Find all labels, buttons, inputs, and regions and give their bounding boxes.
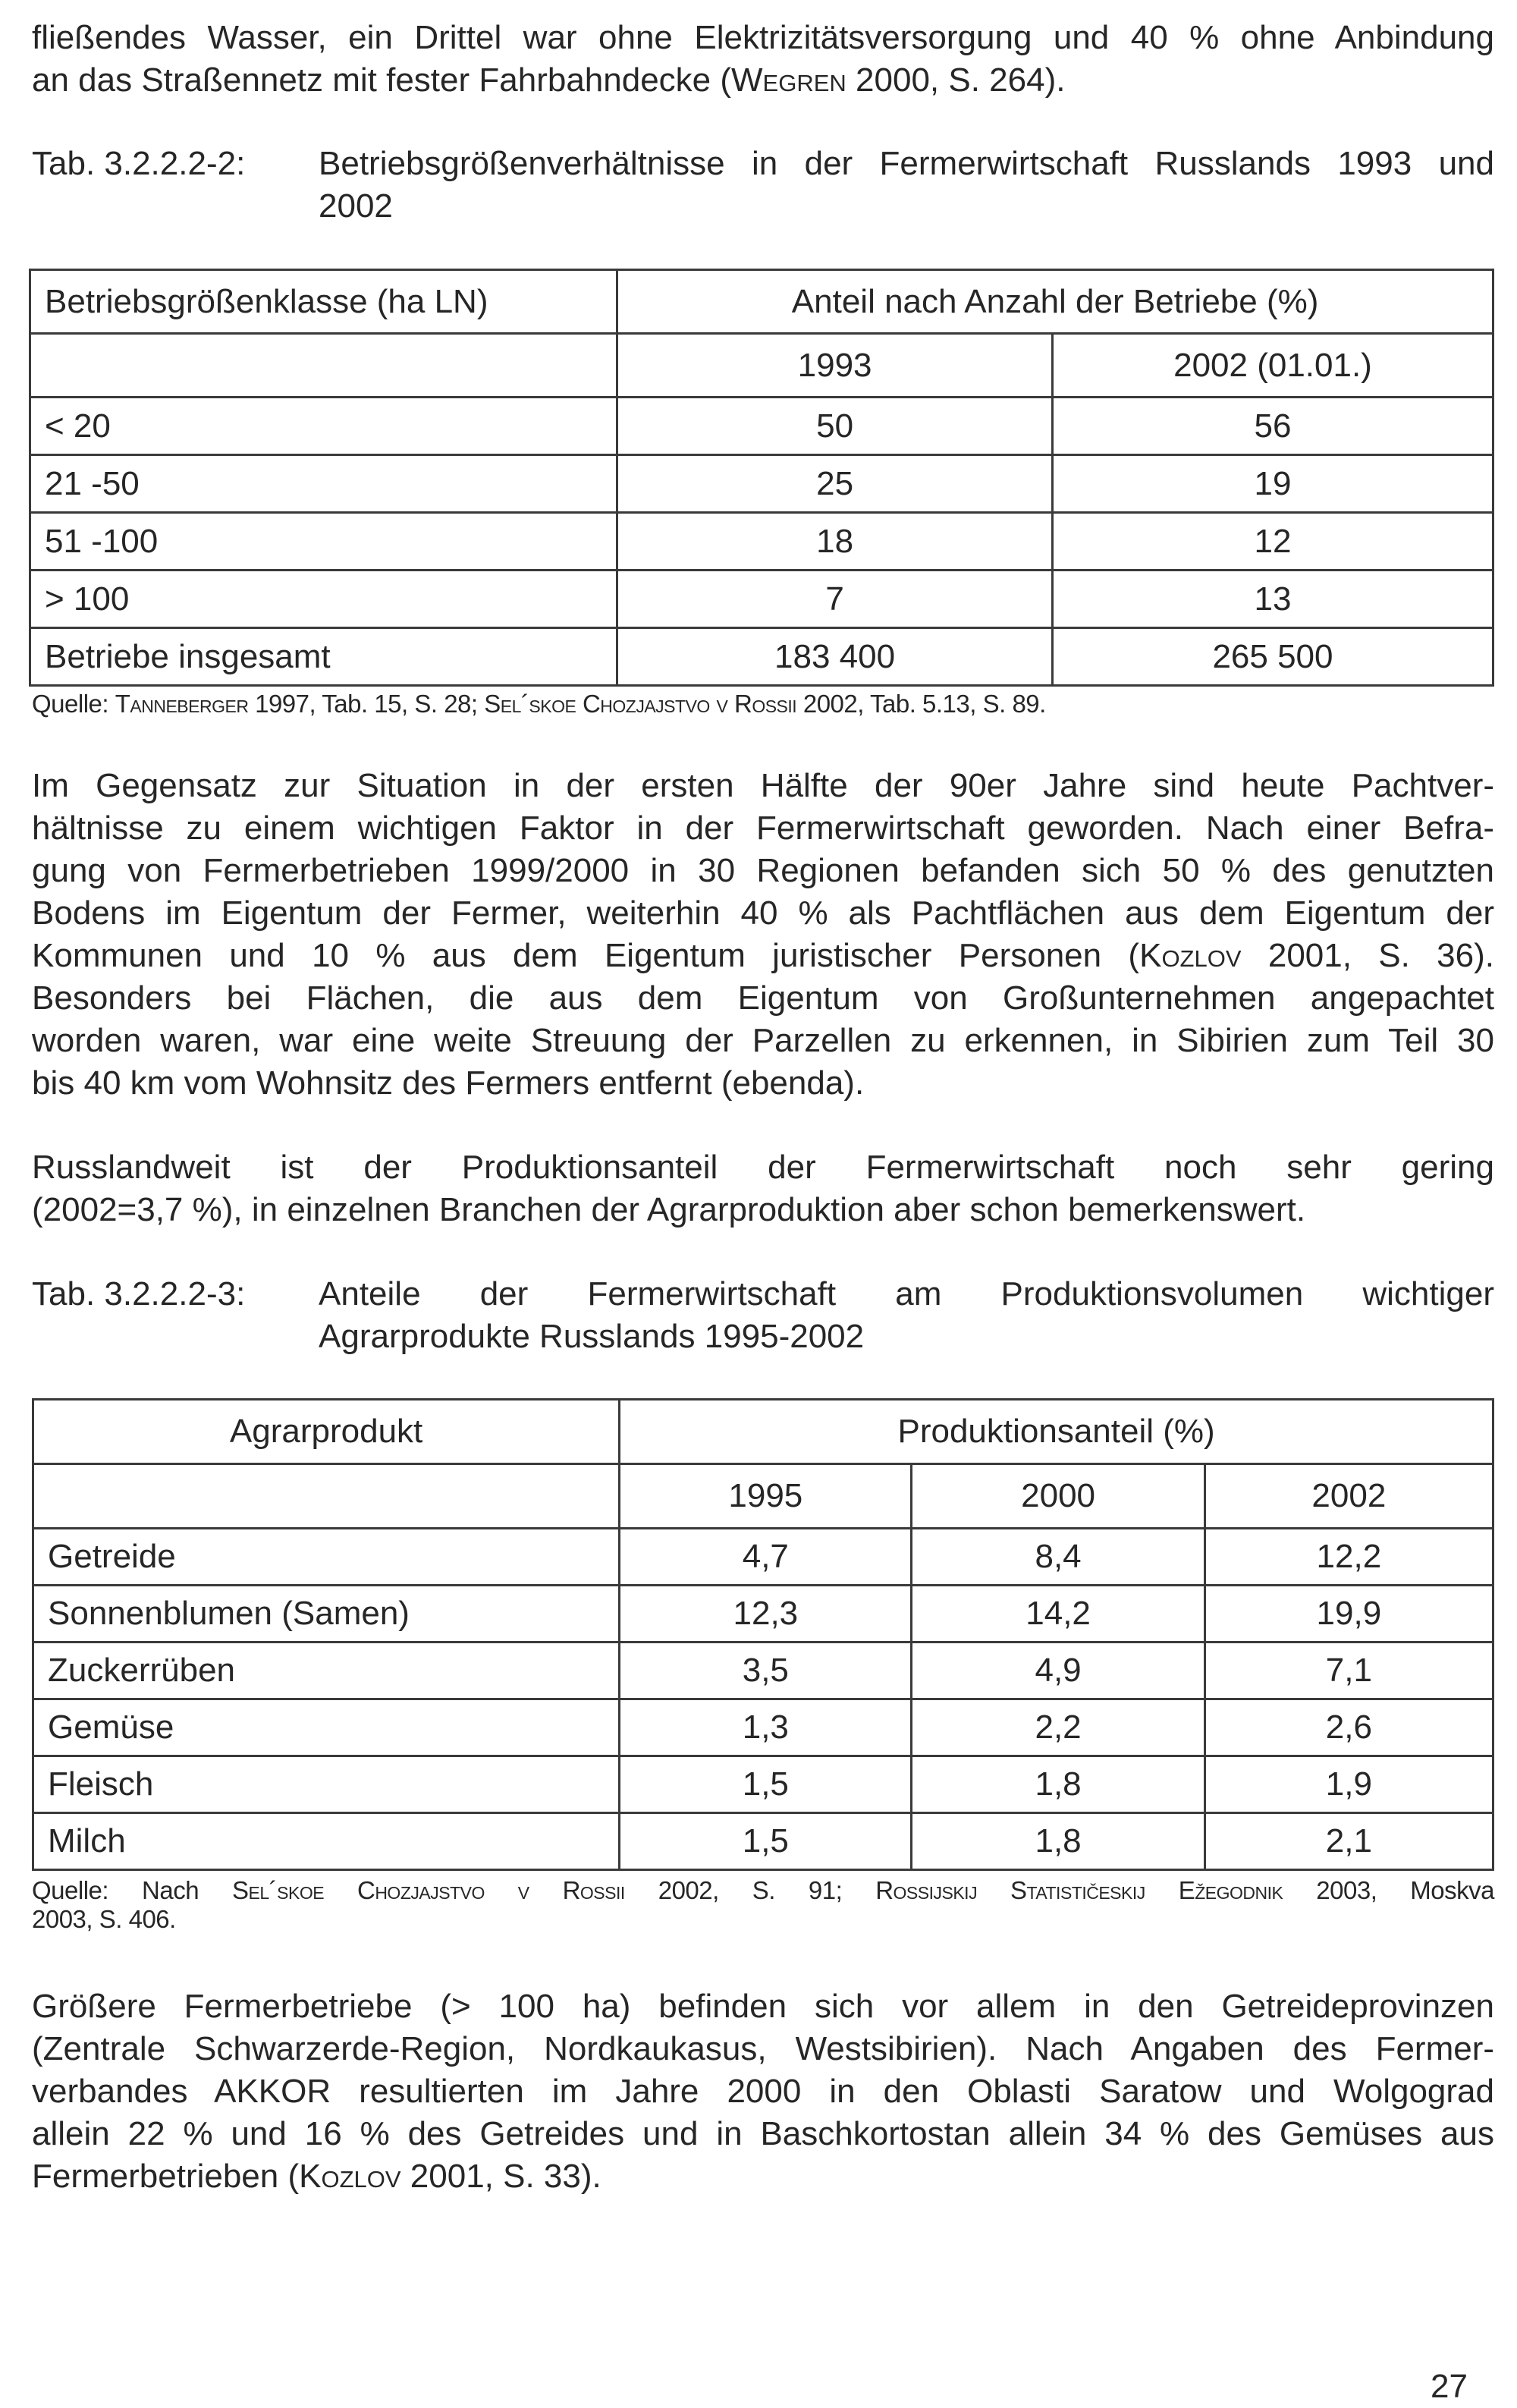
cell-value: 1,5 — [620, 1813, 912, 1870]
row-label: Sonnenblumen (Samen) — [33, 1586, 620, 1643]
table-row — [33, 1586, 1493, 1643]
source-author: Rossijskij Statističeskij Ežegodnik — [875, 1876, 1283, 1904]
cell-value: 1,8 — [912, 1813, 1204, 1870]
table-produktionsanteil — [32, 1398, 1494, 1871]
table-row — [30, 398, 1493, 455]
cell-value: 2,6 — [1204, 1699, 1493, 1756]
table-betriebsgroessen — [29, 269, 1494, 687]
table-row — [33, 1756, 1493, 1813]
row-label: Gemüse — [33, 1699, 620, 1756]
groesse-line-1: Größere Fermerbetriebe (> 100 ha) befinden sich vor allem in den Getreideprovinzen — [32, 1988, 1494, 2025]
intro-line-2-text: an das Straßennetz mit fester Fahrbahndecke ( — [32, 61, 732, 99]
source-author: Sel´skoe Chozjajstvo v Rossii — [232, 1876, 625, 1904]
row-label: 51 -100 — [30, 513, 617, 571]
source-prefix: Quelle: — [32, 690, 115, 718]
table-row — [33, 1813, 1493, 1870]
row-label: > 100 — [30, 571, 617, 628]
year-header: 1993 — [617, 334, 1053, 398]
cell-value: 18 — [617, 513, 1053, 571]
cell-value: 1,9 — [1204, 1756, 1493, 1813]
cell-value: 7 — [617, 571, 1053, 628]
year-header: 2000 — [912, 1464, 1204, 1529]
intro-line-2 — [32, 59, 1494, 102]
cell-value: 19 — [1052, 455, 1493, 513]
source-text: 2003, Moskva — [1283, 1876, 1494, 1904]
table1-source — [32, 687, 1494, 721]
groesse-line-3: verbandes AKKOR resultierten im Jahre 2000 in den Oblasti Saratow und Wolgograd — [32, 2073, 1494, 2110]
table1-caption-line-1: Betriebsgrößenverhältnisse in der Fermerwirtschaft Russlands 1993 und — [319, 145, 1494, 182]
cell-value: 4,7 — [620, 1529, 912, 1586]
table-row — [33, 1643, 1493, 1699]
table2-source-line-2: 2003, S. 406. — [32, 1905, 176, 1933]
citation-rest: 2000, S. 264). — [846, 61, 1066, 99]
cell-value: 25 — [617, 455, 1053, 513]
pacht-line-1: Im Gegensatz zur Situation in der ersten Hälfte der 90er Jahre sind heute Pachtver- — [32, 767, 1494, 804]
cell-value: 2,2 — [912, 1699, 1204, 1756]
citation-author: Wegren — [731, 61, 846, 99]
empty-cell — [30, 334, 617, 398]
table-row — [30, 571, 1493, 628]
cell-value: 14,2 — [912, 1586, 1204, 1643]
table1-caption-label: Tab. 3.2.2.2-2: — [32, 145, 246, 182]
table-header-row — [33, 1400, 1493, 1464]
pacht-line-4: Bodens im Eigentum der Fermer, weiterhin 40 % als Pachtflächen aus dem Eigentum der — [32, 894, 1494, 932]
anteil-line-2: (2002=3,7 %), in einzelnen Branchen der Agrarproduktion aber schon bemerkenswert. — [32, 1191, 1306, 1228]
page-number: 27 — [1431, 2368, 1468, 2405]
header-group: Anteil nach Anzahl der Betriebe (%) — [617, 270, 1493, 334]
header-col1: Agrarprodukt — [33, 1400, 620, 1464]
table-year-row — [30, 334, 1493, 398]
source-text: 2002, S. 91; — [624, 1876, 876, 1904]
table2-caption-label: Tab. 3.2.2.2-3: — [32, 1275, 246, 1312]
table-year-row — [33, 1464, 1493, 1529]
cell-value: 2,1 — [1204, 1813, 1493, 1870]
row-label: Betriebe insgesamt — [30, 628, 617, 686]
table-row — [30, 455, 1493, 513]
citation-author: Kozlov — [299, 2158, 401, 2195]
cell-value: 12 — [1052, 513, 1493, 571]
table2-caption-line-2: Agrarprodukte Russlands 1995-2002 — [319, 1318, 865, 1355]
source-prefix: Quelle: Nach — [32, 1876, 232, 1904]
anteil-line-1: Russlandweit ist der Produktionsanteil der Fermerwirtschaft noch sehr gering — [32, 1149, 1494, 1186]
empty-cell — [33, 1464, 620, 1529]
groesse-line-5 — [32, 2155, 1494, 2198]
groesse-line-2: (Zentrale Schwarzerde-Region, Nordkaukasus, Westsibirien). Nach Angaben des Fermer- — [32, 2030, 1494, 2067]
intro-line-1: fließendes Wasser, ein Drittel war ohne Elektrizitätsversorgung und 40 % ohne Anbindung — [32, 19, 1494, 56]
cell-value: 13 — [1052, 571, 1493, 628]
year-header: 2002 — [1204, 1464, 1493, 1529]
cell-value: 183 400 — [617, 628, 1053, 686]
source-author: Tanneberger — [115, 690, 249, 718]
groesse-line-5-text: Fermerbetrieben ( — [32, 2158, 300, 2195]
pacht-line-3: gung von Fermerbetrieben 1999/2000 in 30 Regionen befanden sich 50 % des genutzten — [32, 852, 1494, 889]
source-author: Sel´skoe Chozjajstvo v Rossii — [484, 690, 797, 718]
citation-rest: 2001, S. 36). — [1241, 937, 1495, 974]
pacht-line-8: bis 40 km vom Wohnsitz des Fermers entfernt (ebenda). — [32, 1064, 865, 1102]
cell-value: 1,8 — [912, 1756, 1204, 1813]
cell-value: 1,3 — [620, 1699, 912, 1756]
table-row — [33, 1529, 1493, 1586]
table-header-row — [30, 270, 1493, 334]
row-label: Getreide — [33, 1529, 620, 1586]
row-label: 21 -50 — [30, 455, 617, 513]
pacht-line-2: hältnisse zu einem wichtigen Faktor in der Fermerwirtschaft geworden. Nach einer Befra- — [32, 809, 1494, 847]
year-header: 1995 — [620, 1464, 912, 1529]
header-col1: Betriebsgrößenklasse (ha LN) — [30, 270, 617, 334]
pacht-line-5-text: Kommunen und 10 % aus dem Eigentum juristischer Personen ( — [32, 937, 1140, 974]
row-label: Fleisch — [33, 1756, 620, 1813]
row-label: < 20 — [30, 398, 617, 455]
cell-value: 265 500 — [1052, 628, 1493, 686]
table2-caption-line-1: Anteile der Fermerwirtschaft am Produktionsvolumen wichtiger — [319, 1275, 1494, 1312]
cell-value: 1,5 — [620, 1756, 912, 1813]
table-row — [30, 513, 1493, 571]
citation-author: Kozlov — [1139, 937, 1242, 974]
cell-value: 56 — [1052, 398, 1493, 455]
source-text: 2002, Tab. 5.13, S. 89. — [796, 690, 1046, 718]
year-header: 2002 (01.01.) — [1052, 334, 1493, 398]
source-text: 1997, Tab. 15, S. 28; — [248, 690, 485, 718]
row-label: Milch — [33, 1813, 620, 1870]
table-row — [33, 1699, 1493, 1756]
row-label: Zuckerrüben — [33, 1643, 620, 1699]
header-group: Produktionsanteil (%) — [620, 1400, 1493, 1464]
cell-value: 19,9 — [1204, 1586, 1493, 1643]
pacht-line-5 — [32, 935, 1494, 977]
pacht-line-6: Besonders bei Flächen, die aus dem Eigentum von Großunternehmen angepachtet — [32, 979, 1494, 1017]
cell-value: 12,3 — [620, 1586, 912, 1643]
citation-rest: 2001, S. 33). — [400, 2158, 601, 2195]
pacht-line-7: worden waren, war eine weite Streuung der Parzellen zu erkennen, in Sibirien zum Teil 30 — [32, 1022, 1494, 1059]
table-row-total — [30, 628, 1493, 686]
cell-value: 3,5 — [620, 1643, 912, 1699]
cell-value: 8,4 — [912, 1529, 1204, 1586]
cell-value: 4,9 — [912, 1643, 1204, 1699]
cell-value: 50 — [617, 398, 1053, 455]
cell-value: 12,2 — [1204, 1529, 1493, 1586]
table1-caption-line-2: 2002 — [319, 187, 393, 225]
cell-value: 7,1 — [1204, 1643, 1493, 1699]
groesse-line-4: allein 22 % und 16 % des Getreides und in Baschkortostan allein 34 % des Gemüses aus — [32, 2115, 1494, 2152]
